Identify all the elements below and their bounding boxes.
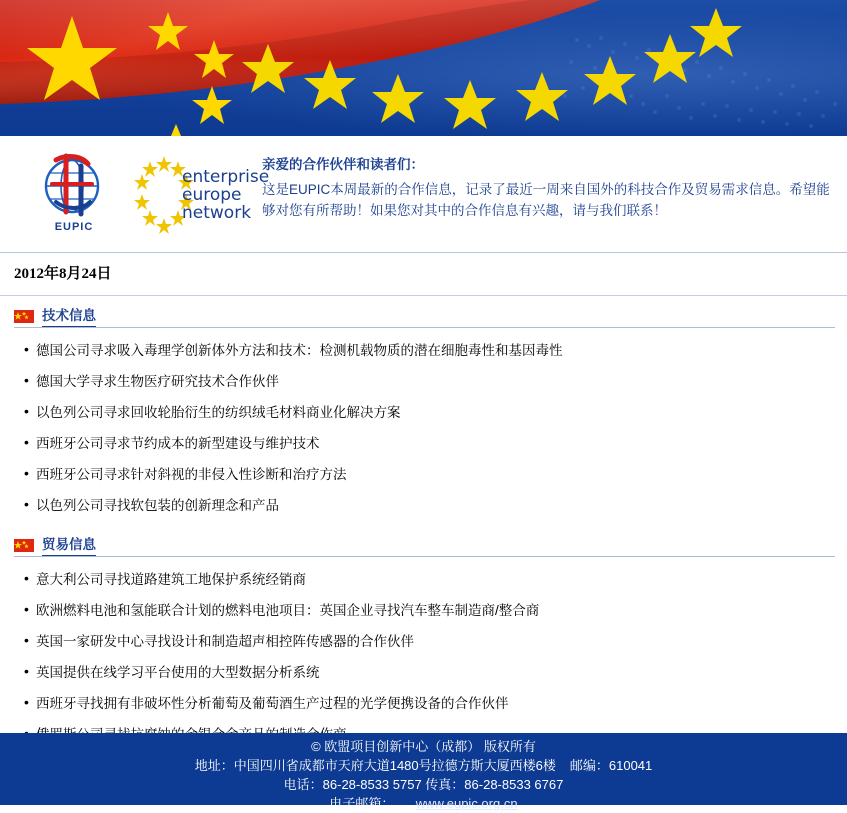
section-label: 技术信息 [42,304,96,328]
page-footer [0,733,847,811]
footer-website-link[interactable]: www.eupic.org.cn [415,796,518,811]
list-item-text: 英国提供在线学习平台使用的大型数据分析系统 [36,665,320,680]
list-item-text: 欧洲燃料电池和氢能联合计划的燃料电池项目：英国企业寻找汽车整车制造商/整合商 [36,603,540,618]
section-divider [14,327,835,328]
section-divider [14,556,835,557]
list-item-text: 德国公司寻求吸入毒理学创新体外方法和技术：检测机载物质的潜在细胞毒性和基因毒性 [36,343,563,358]
list-item[interactable] [24,564,847,595]
list-item-text: 意大利公司寻找道路建筑工地保护系统经销商 [36,572,306,587]
list-item[interactable] [24,428,847,459]
logo-area [14,144,270,244]
issue-date: 2012年8月24日 [0,253,847,296]
eupic-logo [26,150,122,242]
list-item[interactable] [24,335,847,366]
flag-icon [14,310,34,323]
list-item-text: 以色列公司寻求回收轮胎衍生的纺织绒毛材料商业化解决方案 [36,405,401,420]
footer-address-row [0,756,847,775]
list-item-text: 德国大学寻求生物医疗研究技术合作伙伴 [36,374,279,389]
een-word-1: enterprise [182,167,270,187]
een-logo [134,154,269,239]
footer-phone: 电话：86-28-8533 5757 传真：86-28-8533 6767 [283,777,564,792]
greeting-salutation: 亲爱的合作伙伴和读者们： [262,157,424,172]
list-item[interactable] [24,459,847,490]
tech-item-list [0,335,847,525]
trade-item-list [0,564,847,754]
eupic-globe-icon [26,150,118,220]
list-item[interactable] [24,397,847,428]
eu-stars-graphic [0,0,847,136]
greeting-text [262,154,833,221]
footer-address: 地址：中国四川省成都市天府大道1480号拉德方斯大厦西楼6楼 [194,758,556,773]
list-item[interactable] [24,688,847,719]
list-item-text: 西班牙公司寻求节约成本的新型建设与维护技术 [36,436,320,451]
content-area [0,304,847,754]
section-label: 贸易信息 [42,533,96,557]
eupic-logo-text: EUPIC [54,221,94,233]
list-item-text: 西班牙公司寻求针对斜视的非侵入性诊断和治疗方法 [36,467,347,482]
footer-email-label: 电子邮箱： [329,796,395,811]
footer-copyright: © 欧盟项目创新中心（成都） 版权所有 [311,739,536,754]
een-word-2: europe [182,185,242,205]
een-logo-words [182,168,269,222]
een-word-3: network [182,203,252,223]
list-item-text: 以色列公司寻找软包装的创新理念和产品 [36,498,279,513]
list-item[interactable] [24,657,847,688]
footer-email-row [0,794,847,813]
footer-postcode: 邮编：610041 [569,758,653,773]
banner-image [0,0,847,136]
header-block [0,136,847,253]
greeting-body: 这是EUPIC本周最新的合作信息，记录了最近一周来自国外的科技合作及贸易需求信息。希望能够对您有所帮助！如果您对其中的合作信息有兴趣，请与我们联系！ [262,182,830,218]
list-item-text: 西班牙寻找拥有非破坏性分析葡萄及葡萄酒生产过程的光学便携设备的合作伙伴 [36,696,509,711]
list-item-text: 英国一家研发中心寻找设计和制造超声相控阵传感器的合作伙伴 [36,634,414,649]
flag-icon [14,539,34,552]
list-item[interactable] [24,626,847,657]
list-item[interactable] [24,595,847,626]
list-item[interactable] [24,490,847,521]
list-item[interactable] [24,366,847,397]
